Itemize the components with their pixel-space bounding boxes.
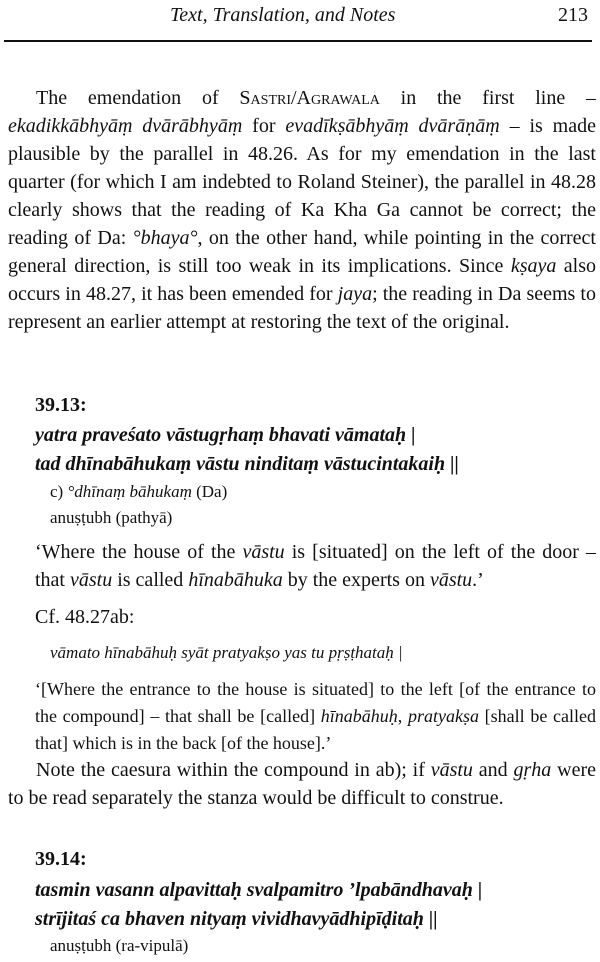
editor-names: Sastri/Agrawala xyxy=(239,87,380,109)
original-reading: evadīkṣābhyāṃ dvārāṇāṃ xyxy=(285,115,500,137)
text-span: for xyxy=(242,115,286,137)
verse-line: yatra praveśato vāstugṛhaṃ bhavati vāmataḥ | xyxy=(35,424,416,446)
verse-line: tad dhīnabāhukaṃ vāstu ninditaṃ vāstucintakaiḥ || xyxy=(35,453,459,475)
term-grha: gṛha xyxy=(513,759,552,781)
da-reading: °bhaya° xyxy=(132,227,198,249)
cross-reference-label: Cf. 48.27ab: xyxy=(35,606,135,628)
term-hinabahuh: hīnabāhuḥ xyxy=(320,706,398,726)
term-vastu: vāstu xyxy=(430,759,473,781)
text-span: ‘Where the house of the xyxy=(35,541,243,563)
verse-line: tasmin vasann alpavittaḥ svalpamitro ’lpabāndhavaḥ | xyxy=(35,879,483,901)
text-span: is called xyxy=(112,569,189,591)
text-span: also occurs in 48.27, it has been emended for xyxy=(8,255,596,305)
running-head xyxy=(0,4,600,30)
text-span: by the experts on xyxy=(282,569,430,591)
text-span: and xyxy=(472,759,514,781)
stanza-heading: 39.14: xyxy=(35,848,87,870)
text-span: The emendation of xyxy=(36,87,240,109)
text-span: .’ xyxy=(472,569,484,591)
term-vastu: vāstu xyxy=(70,569,113,591)
term-pratyaksa: pratyakṣa xyxy=(407,706,479,726)
text-span: in the first line – xyxy=(379,87,596,109)
term-jaya: jaya xyxy=(337,283,373,305)
text-span: [shall be called that] which is in the back [of the house].’ xyxy=(35,706,597,753)
text-span: – is made plausible by the parallel in 48.26. As for my emendation in the last quarter (for which I am indebted to Roland Steiner), the parallel in 48.28 clearly shows that the reading of Ka Kha Ga cannot be correct; the reading of Da: xyxy=(8,115,596,249)
text-span: ; the reading in Da seems to represent an earlier attempt at restoring the text of the original. xyxy=(8,283,596,333)
text-span: is [situated] on the left of the door – that xyxy=(35,541,596,591)
text-span: , on the other hand, while pointing in the correct general direction, is still too weak in its implications. Since xyxy=(8,227,596,277)
text-span: ‘[Where the entrance to the house is situated] to the left [of the entrance to the compound] – that shall be [called] xyxy=(35,679,596,726)
term-ksaya: kṣaya xyxy=(510,255,557,277)
text-span: , xyxy=(397,706,408,726)
header-rule xyxy=(4,40,592,42)
verse-line: strījitaś ca bhaven nityaṃ vividhavyādhipīḍitaḥ || xyxy=(35,908,438,930)
variant-note xyxy=(50,480,227,504)
caesura-note xyxy=(8,756,596,812)
meter-note: anuṣṭubh (pathyā) xyxy=(50,508,173,527)
translation xyxy=(35,538,596,594)
page-number: 213 xyxy=(558,4,588,26)
text-span: Note the caesura within the compound in ab); if xyxy=(36,759,431,781)
meter-note: anuṣṭubh (ra-vipulā) xyxy=(50,936,189,955)
stanza-heading: 39.13: xyxy=(35,394,87,416)
cross-reference-translation xyxy=(35,676,596,757)
emendation-paragraph xyxy=(8,84,596,336)
variant-reading: °dhīnaṃ bāhukaṃ xyxy=(67,482,192,501)
term-vastu: vāstu xyxy=(242,541,285,563)
term-hinabahuka: hīnabāhuka xyxy=(188,569,283,591)
text-span: were to be read separately the stanza would be difficult to construe. xyxy=(8,759,596,809)
running-title: Text, Translation, and Notes xyxy=(170,4,396,26)
cross-reference-quote: vāmato hīnabāhuḥ syāt pratyakṣo yas tu pṛṣṭhataḥ | xyxy=(50,643,403,662)
text-span: c) xyxy=(50,482,68,501)
text-span: (Da) xyxy=(191,482,228,501)
term-vastu: vāstu xyxy=(429,569,473,591)
emended-reading: ekadikkābhyāṃ dvārābhyāṃ xyxy=(8,115,243,137)
